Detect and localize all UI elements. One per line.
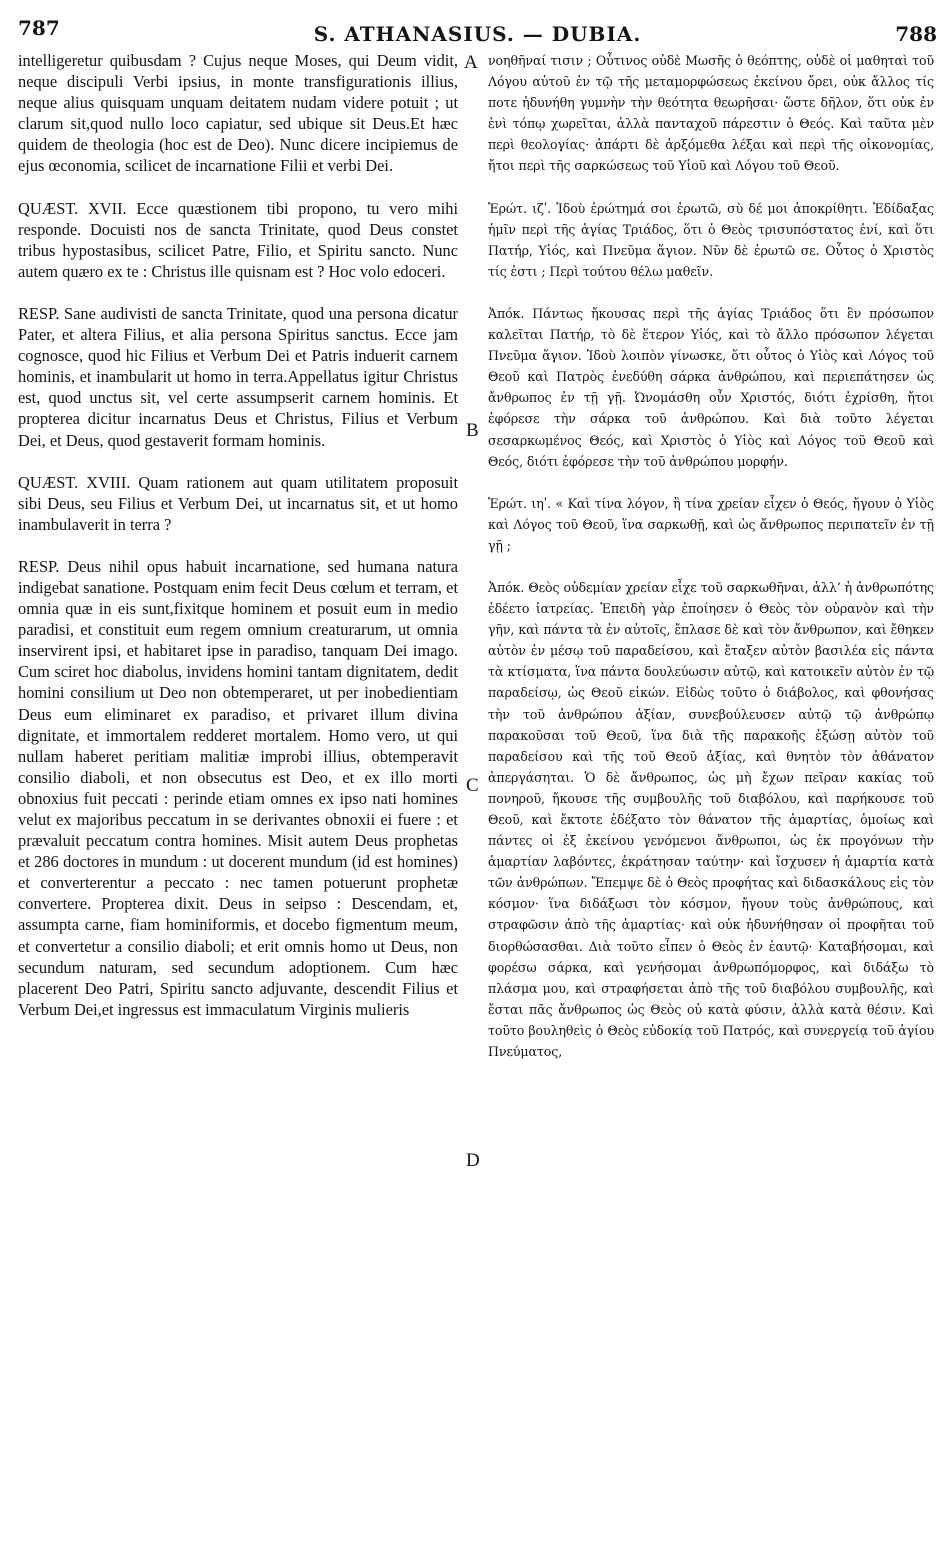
section-marker-d: D <box>466 1150 480 1171</box>
greek-paragraph-2: Ἐρώτ. ιζʹ. Ἰδοὺ ἐρώτημά σοι ἐρωτῶ, σὺ δέ μοι ἀποκρίθητι. Ἐδίδαξας ἡμῖν περὶ τῆς ἁγίας Τριάδος, ὅτι ὁ Θεὸς τρισυπόστατος ἐνί, καὶ ὅτι Πατήρ, Υἱός, καὶ Πνεῦμα ἅγιον. Νῦν δὲ ἐρωτῶ σε. Οὗτος ὁ Χριστὸς τίς ἐστι ; Περὶ τούτου θέλω μαθεῖν. <box>488 200 934 279</box>
section-marker-a: A <box>464 52 478 73</box>
latin-column <box>18 50 458 1530</box>
page-number-right: 788 <box>895 22 937 46</box>
section-marker-c: C <box>466 775 479 796</box>
latin-paragraph-5: RESP. Deus nihil opus habuit incarnatione, sed humana natura indigebat sanatione. Postquam enim fecit Deus cœlum et terram, et omnia quæ in eis sunt,fixitque hominem et posuit eum in medio paradisi, et constituit eum regem omnium creaturarum, ut omnia inservirent ipsi, et habitaret ipse in paradiso, tanquam Dei imago. Cum sciret hoc diabolus, invidens homini tantam dignitatem, dedit homini consilium ut Deo non obtemperaret, ut per inobedientiam Deus eum eliminaret ex paradiso, et privaret illum divina dignitate, et immortalem redderet mortalem. Homo vero, ut qui nullam haberet peritiam malitiæ improbi illius, obtemperavit consilio diaboli, et non obsecutus est Deo, et ex illo morti obnoxius fuit peccati : perinde etiam omnes ex ipso nati homines velut ex majoribus peccatum in se derivantes obnoxii ei fuere : et prævaluit peccatum contra homines. Misit autem Deus prophetas et 286 doctores in mundum : ut docerent mundum (id est homines) et converterentur a peccato : nec tamen potuerunt prophetæ convertere. Propterea dixit. Deus in seipso : Descendam, et, assumpta carne, fiam hominiformis, et docebo figmentum meum, et convertetur a consilio diaboli; et erit omnis homo ut Deus, non secundum naturam, sed secundum adoptionem. Cum hæc placerent Deo Patri, Spiritu sancto adjuvante, descendit Filius et Verbum Dei,et ingressus est immaculatum Virginis mulieris <box>18 556 458 1019</box>
greek-paragraph-5: Ἀπόκ. Θεὸς οὐδεμίαν χρείαν εἶχε τοῦ σαρκωθῆναι, ἀλλ’ ἡ ἀνθρωπότης ἐδέετο ἰατρείας. Ἐπειδὴ γὰρ ἐποίησεν ὁ Θεὸς τὸν οὐρανὸν καὶ τὴν γῆν, καὶ πάντα τὰ ἐν αὐτοῖς, ἔπλασε δὲ καὶ τὸν ἄνθρωπον, καὶ ἔθηκεν αὐτὸν ἐν μέσῳ τοῦ παραδείσου, καὶ ἔταξεν αὐτὸν βασιλέα εἰς πάντα τὰ κτίσματα, ἵνα πάντα δουλεύωσιν αὐτῷ, καὶ κατοικεῖν αὐτὸν ἐν τῷ παραδείσῳ, ὡς Θεοῦ εἰκών. Εἰδὼς τοῦτο ὁ διάβολος, καὶ φθονήσας τὴν τοῦ ἀνθρώπου ἀξίαν, συνεβούλευσεν αὐτῷ τῷ ἀνθρώπῳ παρακοῦσαι τοῦ Θεοῦ, ἵνα διὰ τῆς παρακοῆς ἐξώσῃ αὐτὸν τοῦ παραδείσου καὶ τῆς τοῦ Θεοῦ ἀξίας, καὶ θνητὸν τὸν ἀθάνατον ἀπεργάσηται. Ὁ δὲ ἄνθρωπος, ὡς μὴ ἔχων πεῖραν κακίας τοῦ πονηροῦ, ἤκουσε τῆς συμβουλῆς τοῦ διαβόλου, καὶ παρήκουσε τοῦ Θεοῦ, καὶ ἔκτοτε ἐδέξατο τὸν θάνατον τῆς ἁμαρτίας, ὁμοίως καὶ πάντες οἱ ἐξ ἐκείνου γενόμενοι ἄνθρωποι, ὡς ἐκ προγόνων τὴν ἁμαρτίαν λαβόντες, ἐκράτησαν ταύτην· καὶ ἴσχυσεν ἡ ἁμαρτία κατὰ τῶν ἀνθρώπων. Ἔπεμψε δὲ ὁ Θεὸς προφήτας καὶ διδασκάλους εἰς τὸν κόσμον· ἵνα διδάξωσι τὸν κόσμον, ἤγουν τοὺς ἀνθρώπους, καὶ στραφῶσιν ἀπὸ τῆς ἁμαρτίας· καὶ οὐκ ἠδυνήθησαν οἱ προφῆται τοῦ διορθώσασθαι. Διὰ τοῦτο εἶπεν ὁ Θεὸς ἐν ἑαυτῷ· Καταβήσομαι, καὶ φορέσω σάρκα, καὶ γενήσομαι ἀνθρωπόμορφος, καὶ διδάξω τὸ πλάσμα μου, καὶ στραφήσεται ἀπὸ τῆς τοῦ διαβόλου συμβουλῆς, καὶ ἔσται πᾶς ἄνθρωπος ὡς Θεὸς οὐ κατὰ φύσιν, ἀλλὰ κατὰ θέσιν. Καὶ τοῦτο βουληθεὶς ὁ Θεὸς εὐδοκίᾳ τοῦ Πατρός, καὶ συνεργείᾳ τοῦ ἁγίου Πνεύματος, <box>488 579 934 1060</box>
page-number-left: 787 <box>18 16 60 40</box>
running-title: S. ATHANASIUS. — DUBIA. <box>313 22 642 46</box>
page-header <box>18 16 937 52</box>
latin-paragraph-3: RESP. Sane audivisti de sancta Trinitate, quod una persona dicatur Pater, et altera Filius, et alia persona Spiritus sanctus. Ecce jam cognosce, quod hic Filius et Verbum Dei et Patris induerit carnem hominis, et inambularit ut homo in terra.Appellatus igitur Christus est, quod unctus sit, vel certe assumpserit carnem hominis. Et propterea dicitur incarnatus Deus et Christus, Filius et Verbum Dei, et Deus, quod gestaverit formam hominis. <box>18 303 458 450</box>
latin-paragraph-2: QUÆST. XVII. Ecce quæstionem tibi propono, tu vero mihi responde. Docuisti nos de sancta Trinitate, quod Deus constet tribus hypostasibus, scilicet Patre, Filio, et Spiritu sancto. Nunc autem quæro ex te : Christus ille quisnam est ? Hoc volo edoceri. <box>18 198 458 281</box>
greek-paragraph-3: Ἀπόκ. Πάντως ἤκουσας περὶ τῆς ἁγίας Τριάδος ὅτι ἓν πρόσωπον καλεῖται Πατήρ, τὸ δὲ ἕτερον Υἱός, καὶ τὸ ἄλλο πρόσωπον λέγεται Πνεῦμα ἅγιον. Ἰδοὺ λοιπὸν γίνωσκε, ὅτι οὗτος ὁ Υἱὸς καὶ Λόγος τοῦ Θεοῦ καὶ Πατρὸς ἐνεδύθη σάρκα ἀνθρώπου, καὶ περιεπάτησεν ὡς ἄνθρωπος ἐν τῇ γῇ. Ὠνομάσθη οὖν Χριστός, διότι ἐχρίσθη, ἤτοι ἐφόρεσε τὴν σάρκα τοῦ ἀνθρώπου. Καὶ διὰ τοῦτο λέγεται σεσαρκωμένος Θεός, καὶ Χριστὸς ὁ Υἱὸς καὶ Λόγος τοῦ Θεοῦ καὶ Θεός, διότι ἐφόρεσε τὴν τοῦ ἀνθρώπου μορφήν. <box>488 305 934 469</box>
greek-paragraph-1: νοηθῆναί τισιν ; Οὗτινος οὐδὲ Μωσῆς ὁ θεόπτης, οὐδὲ οἱ μαθηταὶ τοῦ Λόγου αὐτοῦ ἐν τῷ τῆς μεταμορφώσεως ἐκείνου ὄρει, οὐκ ἄλλος τίς ποτε ἠδυνήθη γυμνὴν τὴν θεότητα θεωρῆσαι· ὥστε δῆλον, ὅτι οὐκ ἐν ἑνὶ τόπῳ χωρεῖται, ἀλλὰ πανταχοῦ πάρεστιν ὁ Θεός. Καὶ ταῦτα μὲν περὶ θεολογίας· ἀπάρτι δὲ ἀρξόμεθα λέξαι καὶ περὶ τῆς οἰκονομίας, ἤτοι περὶ τῆς σαρκώσεως τοῦ Υἱοῦ καὶ Λόγου τοῦ Θεοῦ. <box>488 53 934 174</box>
greek-paragraph-4: Ἐρώτ. ιηʹ. « Καὶ τίνα λόγον, ἢ τίνα χρείαν εἶχεν ὁ Θεός, ἤγουν ὁ Υἱὸς καὶ Λόγος τοῦ Θεοῦ, ἵνα σαρκωθῇ, καὶ ὡς ἄνθρωπος περιπατεῖν ἐν τῇ γῇ ; <box>488 495 934 553</box>
greek-column <box>488 50 934 1530</box>
latin-paragraph-4: QUÆST. XVIII. Quam rationem aut quam utilitatem proposuit sibi Deus, seu Filius et Verbum Dei, ut incarnatus sit, et ut homo inambulaverit in terra ? <box>18 472 458 534</box>
latin-paragraph-1: intelligeretur quibusdam ? Cujus neque Moses, qui Deum vidit, neque discipuli Verbi ipsius, in monte transfigurationis illius, neque alius quisquam unquam deitatem nudam videre potuit ; ut clarum sit,quod nullo loco capiatur, sed ubique sit Deus.Et hæc quidem de theologia (hoc est de Deo). Nunc dicere incipiemus de ejus œconomia, scilicet de incarnatione Filii et verbi Dei. <box>18 51 458 176</box>
section-marker-b: B <box>466 420 479 441</box>
